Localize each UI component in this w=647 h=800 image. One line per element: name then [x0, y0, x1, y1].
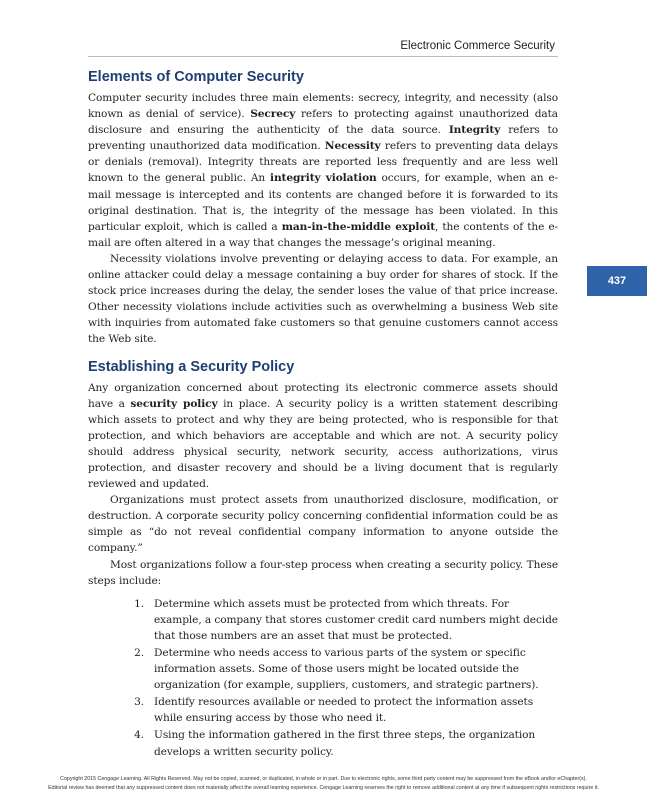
term-integrity-violation: integrity violation	[270, 172, 377, 185]
heading-security-policy: Establishing a Security Policy	[88, 358, 295, 375]
copyright-line-1: Copyright 2015 Cengage Learning. All Rights Reserved. May not be copied, scanned, or duplicated, in whole or in part. Due to electronic rights, some third party content may be suppressed from the eBook and/or eChapter(s).	[60, 776, 587, 782]
running-head: Electronic Commerce Security	[400, 40, 555, 52]
paragraph-security-elements: Computer security includes three main elements: secrecy, integrity, and necessity (also known as denial of service). Secrecy refers to protecting against unauthorized data disclosure and ensuring the authenticity of the data source. Integrity refers to preventing unauthorized data modification. Necessity refers to preventing data delays or denials (removal). Integrity threats are reported less frequently and are less well known to the general public. An integrity violation occurs, for example, when an e-mail message is intercepted and its contents are changed before it is forwarded to its original destination. That is, the integrity of the message has been violated. In this particular exploit, which is called a man-in-the-middle exploit, the contents of the e-mail are often altered in a way that changes the message’s original meaning.	[88, 92, 558, 249]
term-integrity: Integrity	[448, 124, 501, 137]
heading-elements-of-security: Elements of Computer Security	[88, 69, 304, 85]
paragraph-necessity-violations: Necessity violations involve preventing or delaying access to data. For example, an online attacker could delay a message containing a buy order for shares of stock. If the stock price increases during the delay, the sender loses the value of that price increase. Other necessity violations include activities such as overwhelming a business Web site with inquiries from automated fake customers so that genuine customers cannot access the Web site.	[88, 252, 558, 346]
term-security-policy: security policy	[130, 397, 218, 410]
term-secrecy: Secrecy	[250, 108, 296, 121]
list-item: 1. Determine which assets must be protected from which threats. For example, a company that stores customer credit card numbers might decide that those numbers are an asset that must be protected.	[134, 597, 558, 642]
paragraph-four-step: Most organizations follow a four-step process when creating a security policy. These steps include:	[88, 558, 558, 587]
list-item: 4. Using the information gathered in the first three steps, the organization develops a written security policy.	[134, 729, 536, 758]
paragraph-security-policy: Any organization concerned about protecting its electronic commerce assets should have a security policy in place. A security policy is a written statement describing which assets to protect and why they are being protected, who is responsible for that protection, and which behaviors are acceptable and which are not. A security policy should address physical security, network security, access authorizations, virus protection, and disaster recovery and should be a living document that is regularly reviewed and updated.	[88, 381, 559, 491]
term-man-in-the-middle: man-in-the-middle exploit	[281, 220, 436, 233]
page-number-tab: 437	[587, 266, 647, 296]
list-item: 2. Determine who needs access to various parts of the system or specific information assets. Some of those users might be located outside the organization (for example, suppliers, customers, and strategic partners).	[134, 647, 539, 692]
list-item: 3. Identify resources available or needed to protect the information assets while ensuring access by those who need it.	[134, 696, 534, 725]
term-necessity: Necessity	[324, 140, 381, 153]
steps-list	[88, 596, 558, 760]
copyright-line-2: Editorial review has deemed that any suppressed content does not materially affect the overall learning experience. Cengage Learning reserves the right to remove additional content at any time if subsequent rights restrictions require it.	[48, 785, 599, 791]
header-rule	[88, 56, 558, 57]
paragraph-protect-assets: Organizations must protect assets from unauthorized disclosure, modification, or destruction. A corporate security policy concerning confidential information could be as simple as “do not reveal confidential company information to anyone outside the company.”	[88, 494, 558, 555]
page-content	[88, 68, 558, 761]
